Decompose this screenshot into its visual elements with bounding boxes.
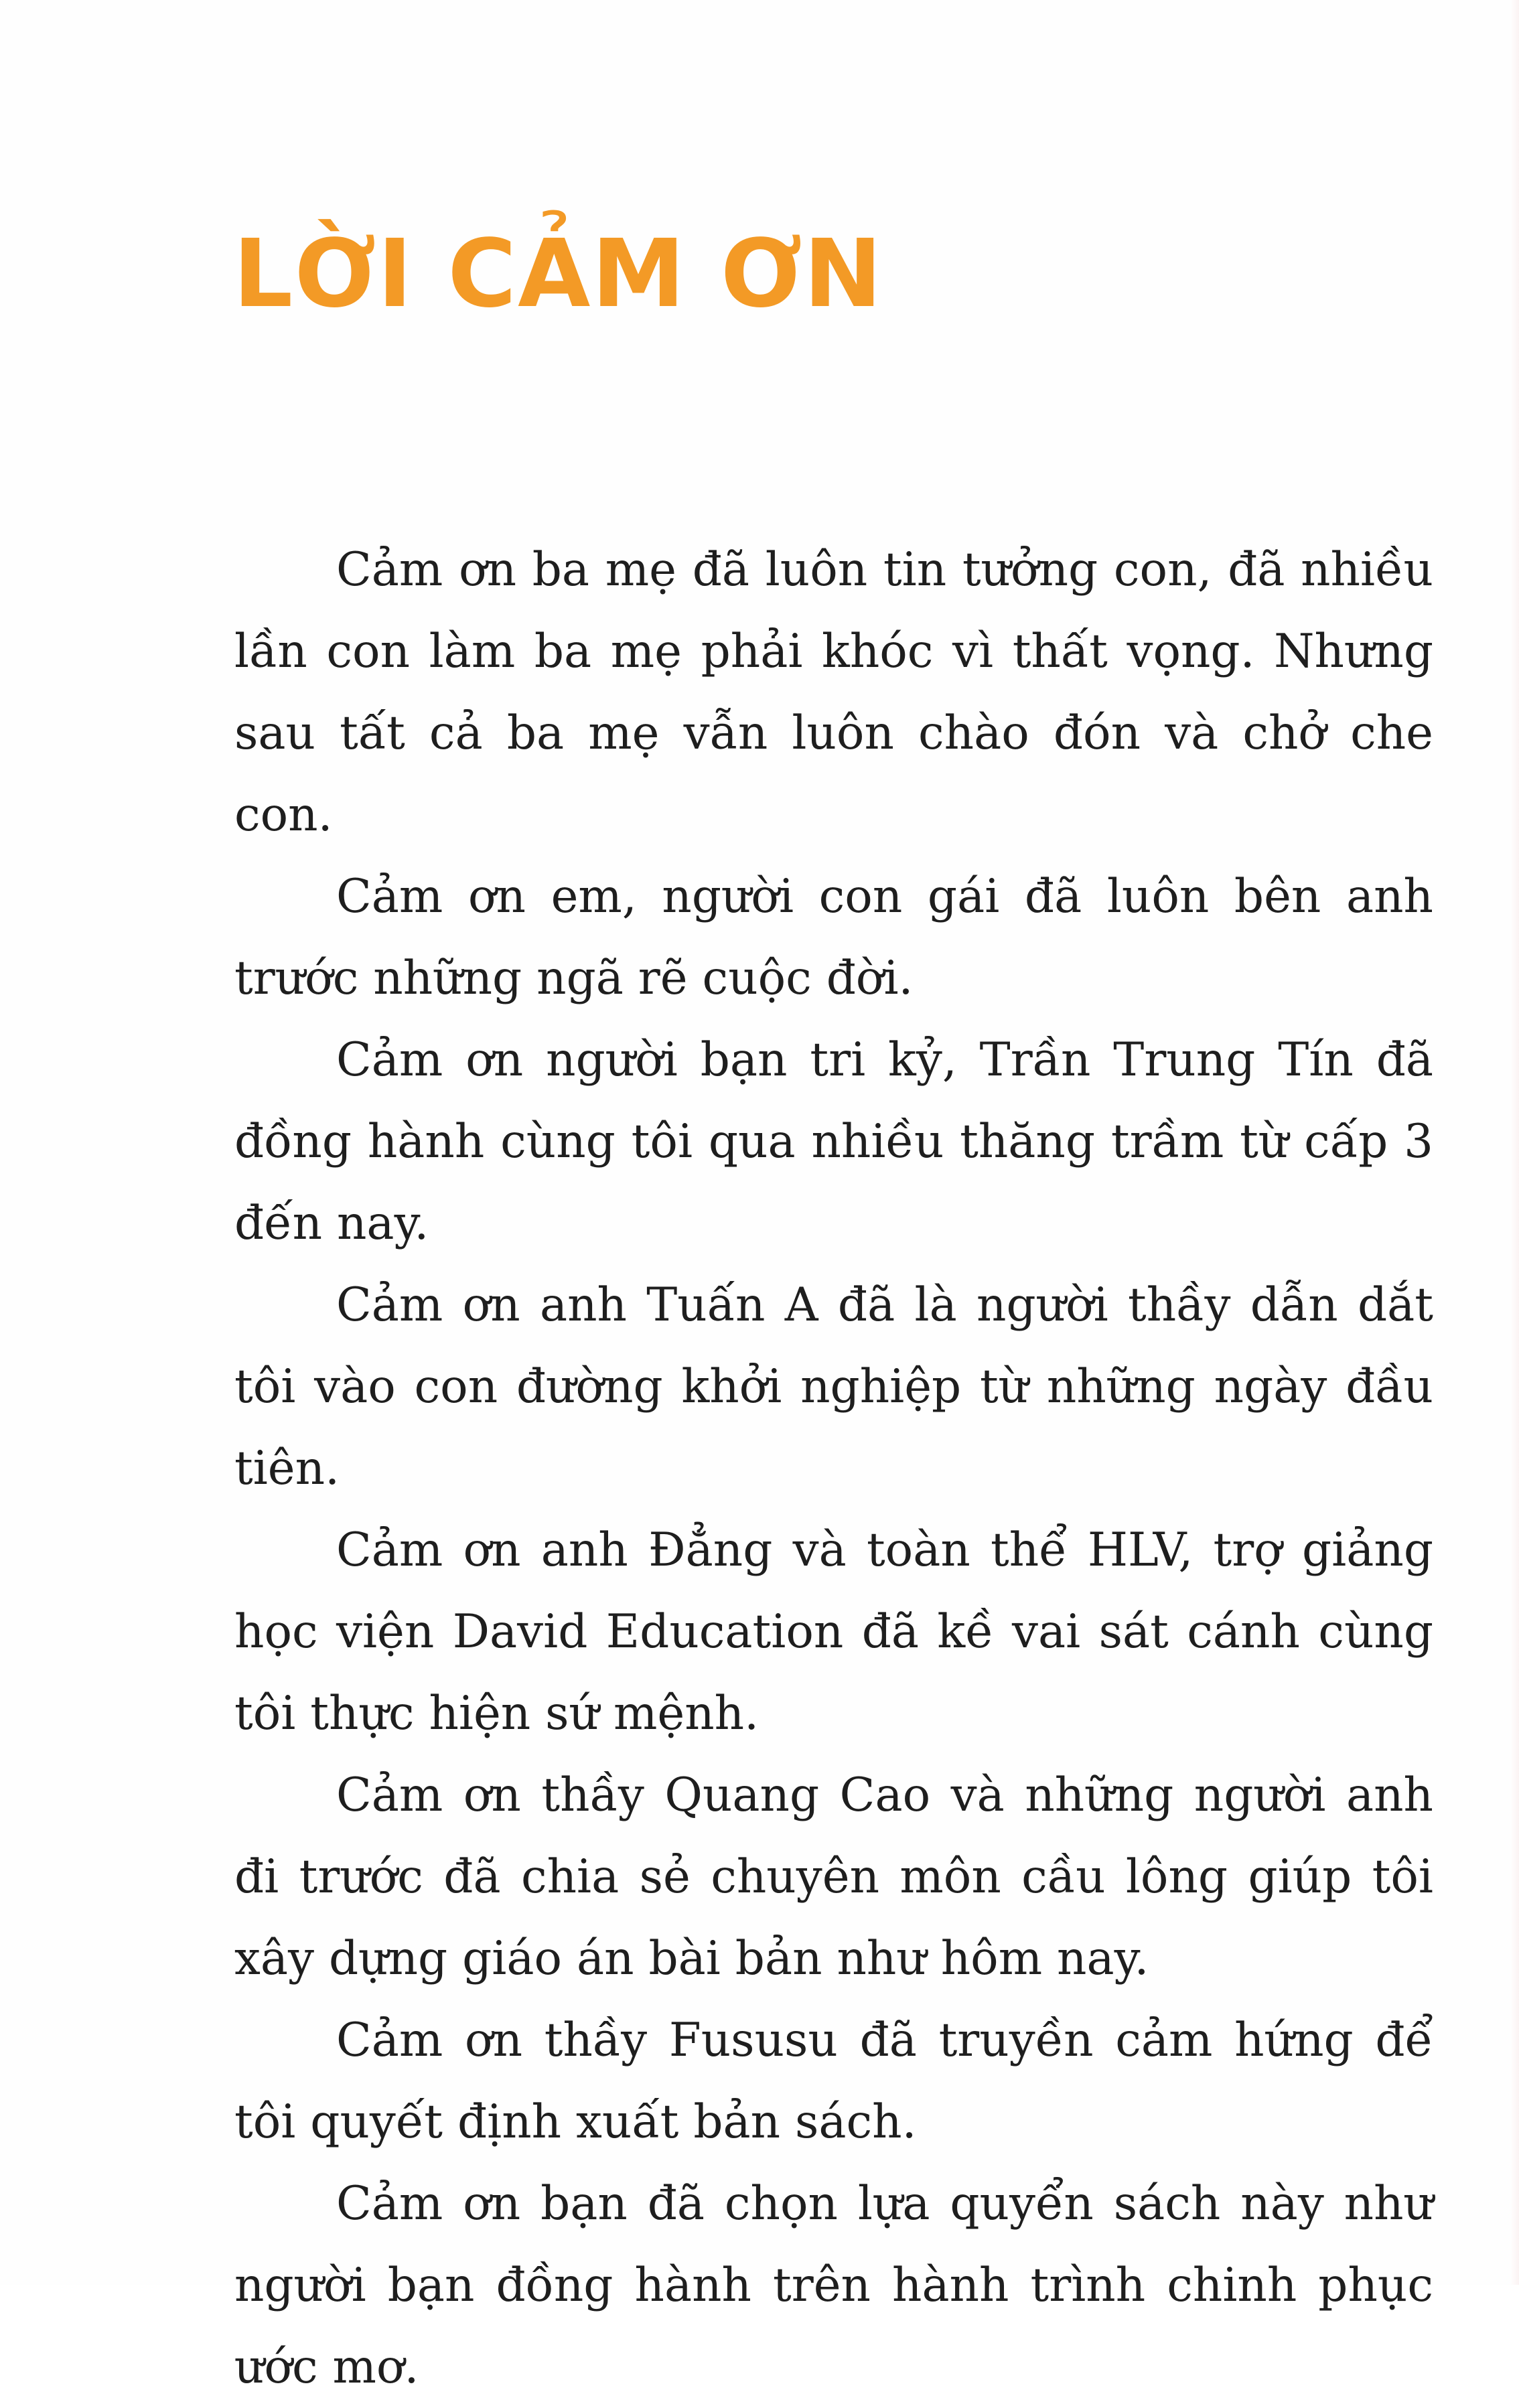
paragraph-team: Cảm ơn anh Đẳng và toàn thể HLV, trợ giảng học viện David Education đã kề vai sát cánh cùng tôi thực hiện sứ mệnh. [234,1523,1433,1740]
paragraph-parents: Cảm ơn ba mẹ đã luôn tin tưởng con, đã nhiều lần con làm ba mẹ phải khóc vì thất vọng. Nhưng sau tất cả ba mẹ vẫn luôn chào đón và chở che con. [234,543,1433,842]
paragraph-friend: Cảm ơn người bạn tri kỷ, Trần Trung Tín đã đồng hành cùng tôi qua nhiều thăng trầm từ cấp 3 đến nay. [234,1033,1433,1250]
page-edge [1510,0,1519,2285]
paragraph-coach: Cảm ơn thầy Quang Cao và những người anh đi trước đã chia sẻ chuyên môn cầu lông giúp tôi xây dựng giáo án bài bản như hôm nay. [234,1769,1433,1985]
paragraph-reader: Cảm ơn bạn đã chọn lựa quyển sách này như người bạn đồng hành trên hành trình chinh phục ước mơ. [234,2177,1433,2394]
page-title: LỜI CẢM ƠN [233,220,883,329]
paragraph-inspiration: Cảm ơn thầy Fususu đã truyền cảm hứng để tôi quyết định xuất bản sách. [234,2014,1433,2149]
acknowledgements-body [234,529,1433,2408]
paragraph-partner: Cảm ơn em, người con gái đã luôn bên anh trước những ngã rẽ cuộc đời. [234,870,1433,1005]
paragraph-mentor: Cảm ơn anh Tuấn A đã là người thầy dẫn dắt tôi vào con đường khởi nghiệp từ những ngày đầu tiên. [234,1278,1433,1495]
